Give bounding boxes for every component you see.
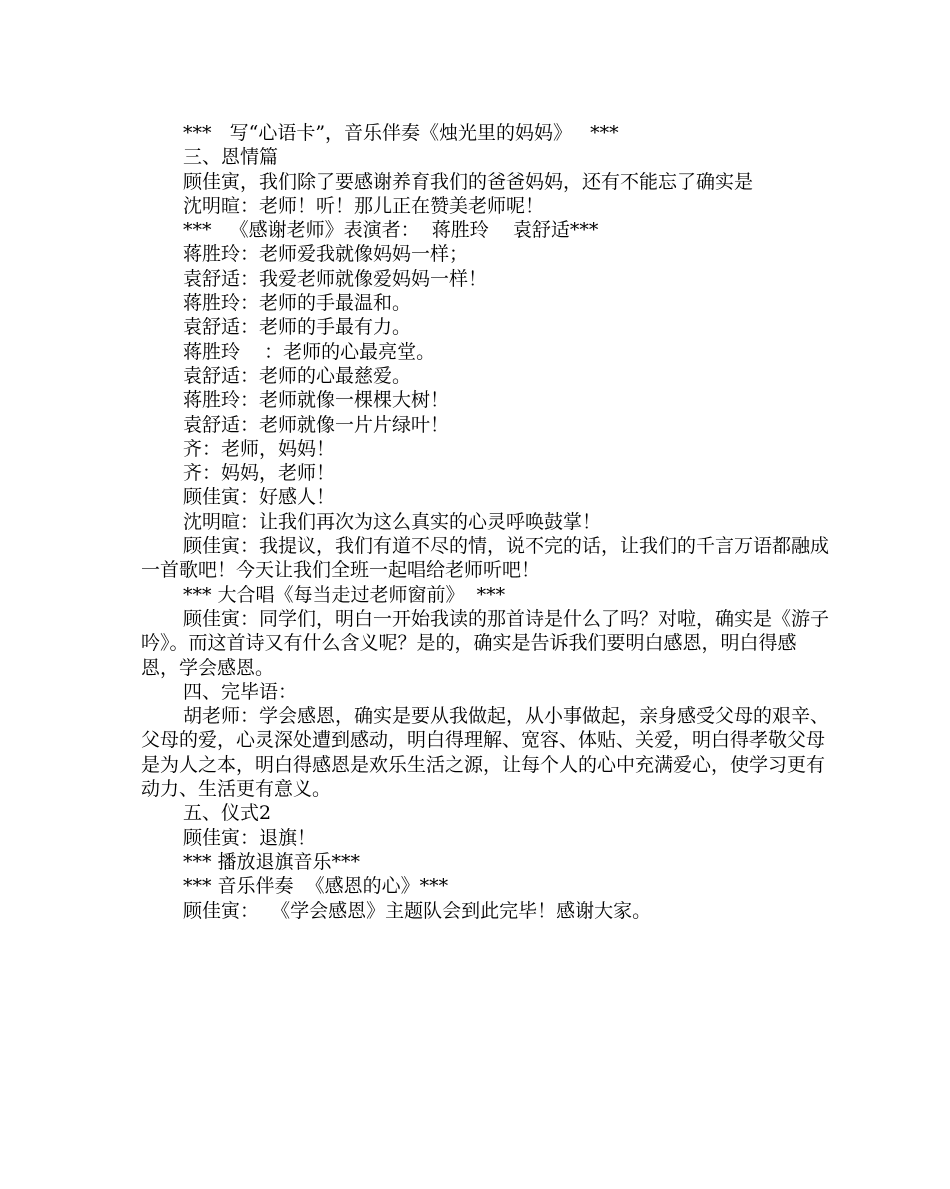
dialogue-paragraph: 袁舒适：老师的手最有力。 xyxy=(183,316,412,339)
dialogue-paragraph: 沈明暄：让我们再次为这么真实的心灵呼唤鼓掌！ xyxy=(183,510,602,533)
section-heading: 四、完毕语： xyxy=(183,680,298,703)
dialogue-paragraph: 蒋胜玲：老师的手最温和。 xyxy=(183,292,412,315)
dialogue-paragraph: 袁舒适：老师的心最慈爱。 xyxy=(183,364,412,387)
document-page xyxy=(141,121,831,923)
dialogue-paragraph: 袁舒适：老师就像一片片绿叶！ xyxy=(183,413,450,436)
dialogue-paragraph: 胡老师：学会感恩，确实是要从我做起，从小事做起，亲身感受父母的艰辛、父母的爱，心灵深处遭到感动，明白得理解、宽容、体贴、关爱，明白得孝敬父母是为人之本，明白得感恩是欢乐生活之源，让每个人的心中充满爱心，使学习更有动力、生活更有意义。 xyxy=(141,705,830,801)
dialogue-paragraph: 齐：老师，妈妈！ xyxy=(183,437,336,460)
stage-direction-paragraph: *** 写“心语卡”，音乐伴奏《烛光里的妈妈》 *** xyxy=(183,122,619,144)
dialogue-paragraph: 顾佳寅：好感人！ xyxy=(183,486,336,509)
dialogue-paragraph: 顾佳寅： 《学会感恩》主题队会到此完毕！感谢大家。 xyxy=(183,899,652,922)
dialogue-paragraph: 顾佳寅：同学们，明白一开始我读的那首诗是什么了吗？对啦，确实是《游子吟》。而这首诗又有什么含义呢？是的，确实是告诉我们要明白感恩，明白得感恩，学会感恩。 xyxy=(141,607,830,679)
stage-direction-paragraph: *** 《感谢老师》表演者： 蒋胜玲 袁舒适*** xyxy=(183,219,599,242)
stage-direction-paragraph: *** 大合唱《每当走过老师窗前》 *** xyxy=(183,583,506,606)
dialogue-paragraph: 蒋胜玲：老师就像一棵棵大树！ xyxy=(183,389,450,412)
stage-direction-paragraph: *** 音乐伴奏 《感恩的心》*** xyxy=(183,875,449,898)
stage-direction-paragraph: *** 播放退旗音乐*** xyxy=(183,850,361,873)
dialogue-paragraph: 袁舒适：我爱老师就像爱妈妈一样！ xyxy=(183,267,488,290)
dialogue-paragraph: 顾佳寅，我们除了要感谢养育我们的爸爸妈妈，还有不能忘了确实是 xyxy=(183,170,754,193)
dialogue-paragraph: 蒋胜玲：老师爱我就像妈妈一样； xyxy=(183,243,469,266)
dialogue-paragraph: 齐：妈妈，老师！ xyxy=(183,462,336,485)
section-heading: 三、恩情篇 xyxy=(183,146,279,169)
dialogue-paragraph: 沈明暄：老师！听！那儿正在赞美老师呢！ xyxy=(183,194,545,217)
section-heading: 五、仪式2 xyxy=(183,802,272,825)
dialogue-paragraph: 蒋胜玲 ：老师的心最亮堂。 xyxy=(183,340,436,363)
dialogue-paragraph: 顾佳寅：我提议，我们有道不尽的情，说不完的话，让我们的千言万语都融成一首歌吧！今天让我们全班一起唱给老师听吧！ xyxy=(141,535,830,582)
dialogue-paragraph: 顾佳寅：退旗！ xyxy=(183,826,317,849)
